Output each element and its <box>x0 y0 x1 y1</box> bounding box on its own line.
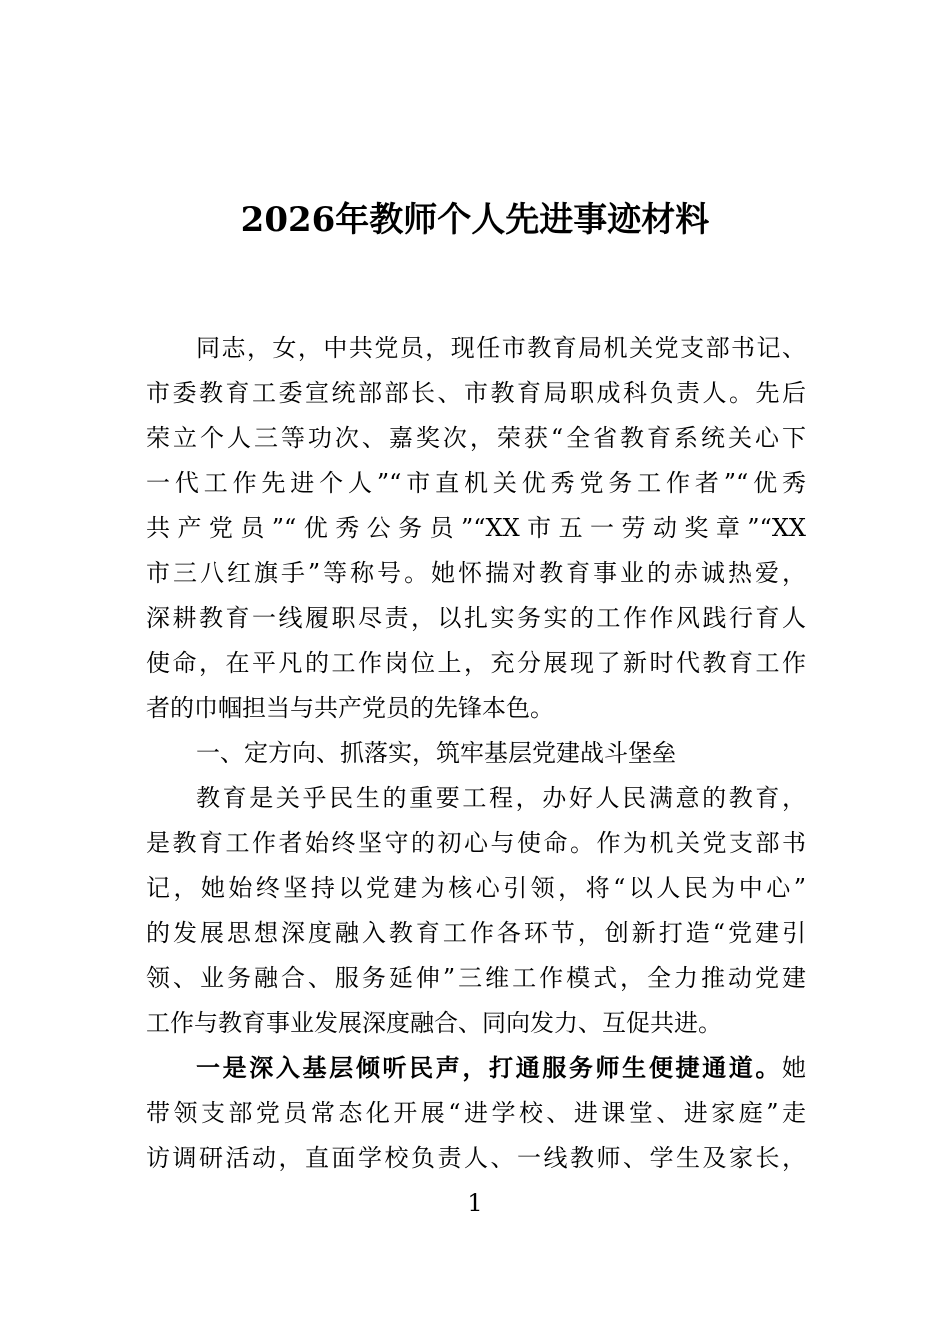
section-heading: 一、定方向、抓落实，筑牢基层党建战斗堡垒 <box>196 739 676 767</box>
text-line: 带领支部党员常态化开展“进学校、进课堂、进家庭”走 <box>146 1099 806 1127</box>
text-line: 同志，女，中共党员，现任市教育局机关党支部书记、 <box>196 334 806 362</box>
text-line: 一代工作先进个人”“市直机关优秀党务工作者”“优秀 <box>146 469 806 497</box>
text-line: 荣立个人三等功次、嘉奖次，荣获“全省教育系统关心下 <box>146 424 806 452</box>
text-line: 是教育工作者始终坚守的初心与使命。作为机关党支部书 <box>146 829 806 857</box>
text-line: 教育是关乎民生的重要工程，办好人民满意的教育， <box>196 784 806 812</box>
text-line <box>196 1051 806 1085</box>
text-line: 使命，在平凡的工作岗位上，充分展现了新时代教育工作 <box>146 649 806 677</box>
text-line: 共产党员”“优秀公务员”“XX市五一劳动奖章”“XX <box>146 514 806 542</box>
text-line: 访调研活动，直面学校负责人、一线教师、学生及家长， <box>146 1144 806 1172</box>
text-line: 者的巾帼担当与共产党员的先锋本色。 <box>146 694 554 722</box>
page-number: 1 <box>467 1189 483 1217</box>
text-line: 市委教育工委宣统部部长、市教育局职成科负责人。先后 <box>146 379 806 407</box>
bold-lead-sentence: 一是深入基层倾听民声，打通服务师生便捷通道。 <box>196 1053 782 1082</box>
lead-tail: 她 <box>782 1054 806 1082</box>
text-line: 工作与教育事业发展深度融合、同向发力、互促共进。 <box>146 1009 722 1037</box>
text-line: 记，她始终坚持以党建为核心引领，将“以人民为中心” <box>146 874 806 902</box>
text-line: 深耕教育一线履职尽责，以扎实务实的工作作风践行育人 <box>146 604 806 632</box>
text-line: 市三八红旗手”等称号。她怀揣对教育事业的赤诚热爱， <box>146 559 806 587</box>
document-title: 2026年教师个人先进事迹材料 <box>240 200 710 240</box>
text-line: 的发展思想深度融入教育工作各环节，创新打造“党建引 <box>146 919 806 947</box>
text-line: 领、业务融合、服务延伸”三维工作模式，全力推动党建 <box>146 964 806 992</box>
